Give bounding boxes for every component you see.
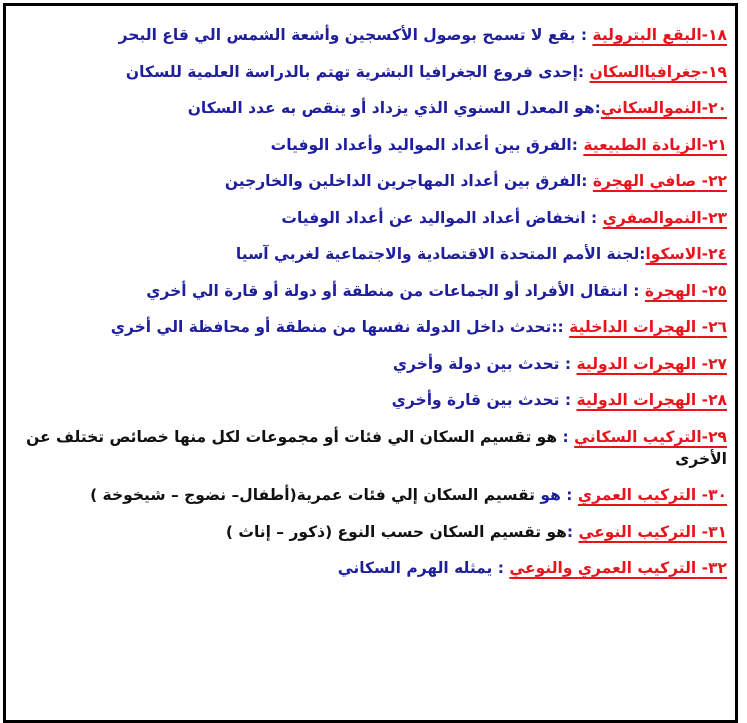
term: ٣١- التركيب النوعي [578,522,727,541]
list-item: ٣٢- التركيب العمري والنوعي : يمثله الهرم السكاني [337,559,727,577]
term: ٣٠- التركيب العمري [577,486,727,504]
term: ٢٢- صافي الهجرة [592,172,727,190]
term: ٢٦- الهجرات الداخلية [569,318,727,336]
list-item: ٢٩-التركيب السكاني : هو تقسيم السكان الي فئات أو مجموعات لكل منها خصائص تختلف عن الأخرى [26,427,727,468]
term: ٣٢- التركيب العمري والنوعي [509,559,727,577]
list-item: ٣٠- التركيب العمري : هو تقسيم السكان إلي فئات عمرية(أطفال– نضوج – شيخوخة ) [90,486,727,504]
term: ٢٠-النموالسكاني [600,99,727,117]
definition: تحدث داخل الدولة نفسها من منطقة أو محافظة الي أخري [110,318,552,336]
list-item: ٢٢- صافي الهجرة :الفرق بين أعداد المهاجرين الداخلين والخارجين [224,172,727,190]
definition: إحدى فروع الجغرافيا البشرية تهتم بالدراسة العلمية للسكان [125,62,578,81]
term: ٢٣-النموالصفري [602,208,727,227]
list-item: ١٨-البقع البترولية : بقع لا تسمح بوصول الأكسجين وأشعة الشمس الي قاع البحر [118,26,727,44]
term: ٢٨- الهجرات الدولية [576,391,727,409]
term: ٢٥- الهجرة [644,281,727,300]
list-item: ٢٨- الهجرات الدولية : تحدث بين قارة وأخري [391,391,727,409]
list-item: ٢٧- الهجرات الدولية : تحدث بين دولة وأخري [392,354,727,373]
list-item: ٣١- التركيب النوعي :هو تقسيم السكان حسب النوع (ذكور – إناث ) [225,522,727,541]
term: ٢١-الزيادة الطبيعية [583,135,727,154]
term: ١٨-البقع البترولية [592,26,727,44]
term: ٢٩-التركيب السكاني [574,427,727,446]
definition: تقسيم السكان إلي فئات عمرية(أطفال– نضوج – شيخوخة ) [90,486,541,504]
term: ٢٤-الاسكوا [645,245,727,263]
list-item: ٢٠-النموالسكاني:هو المعدل السنوي الذي يزداد أو ينقص به عدد السكان [187,99,727,117]
definition: لجنة الأمم المتحدة الاقتصادية والاجتماعية لغربي آسيا [235,245,640,263]
definitions-list [10,24,727,594]
list-item: ٢١-الزيادة الطبيعية :الفرق بين أعداد المواليد وأعداد الوفيات [270,135,727,154]
list-item: ٢٦- الهجرات الداخلية ::تحدث داخل الدولة نفسها من منطقة أو محافظة الي أخري [110,318,727,336]
term: ٢٧- الهجرات الدولية [576,354,727,373]
definition: هو تقسيم السكان الي فئات أو مجموعات لكل منها خصائص تختلف عن الأخرى [26,427,727,468]
definition: الفرق بين أعداد المواليد وأعداد الوفيات [270,135,572,154]
definition: بقع لا تسمح بوصول الأكسجين وأشعة الشمس الي قاع البحر [118,26,576,44]
list-item: ٢٥- الهجرة : انتقال الأفراد أو الجماعات من منطقة أو دولة أو قارة الي أخري [146,281,727,300]
definition: انتقال الأفراد أو الجماعات من منطقة أو دولة أو قارة الي أخري [146,281,628,300]
definition: هو تقسيم السكان حسب النوع (ذكور – إناث ) [225,522,567,541]
list-item: ١٩-جغرافياالسكان :إحدى فروع الجغرافيا البشرية تهتم بالدراسة العلمية للسكان [125,62,727,81]
list-item: ٢٤-الاسكوا:لجنة الأمم المتحدة الاقتصادية والاجتماعية لغربي آسيا [235,245,727,263]
definition: تحدث بين دولة وأخري [392,354,560,373]
definition: تحدث بين قارة وأخري [391,391,560,409]
definition: يمثله الهرم السكاني [337,559,493,577]
definition: انخفاض أعداد المواليد عن أعداد الوفيات [281,208,586,227]
list-item: ٢٣-النموالصفري : انخفاض أعداد المواليد عن أعداد الوفيات [281,208,727,227]
definition-prefix: هو [540,486,561,504]
definition: هو المعدل السنوي الذي يزداد أو ينقص به عدد السكان [187,99,595,117]
term: ١٩-جغرافياالسكان [589,62,727,81]
definition: الفرق بين أعداد المهاجرين الداخلين والخارجين [224,172,582,190]
